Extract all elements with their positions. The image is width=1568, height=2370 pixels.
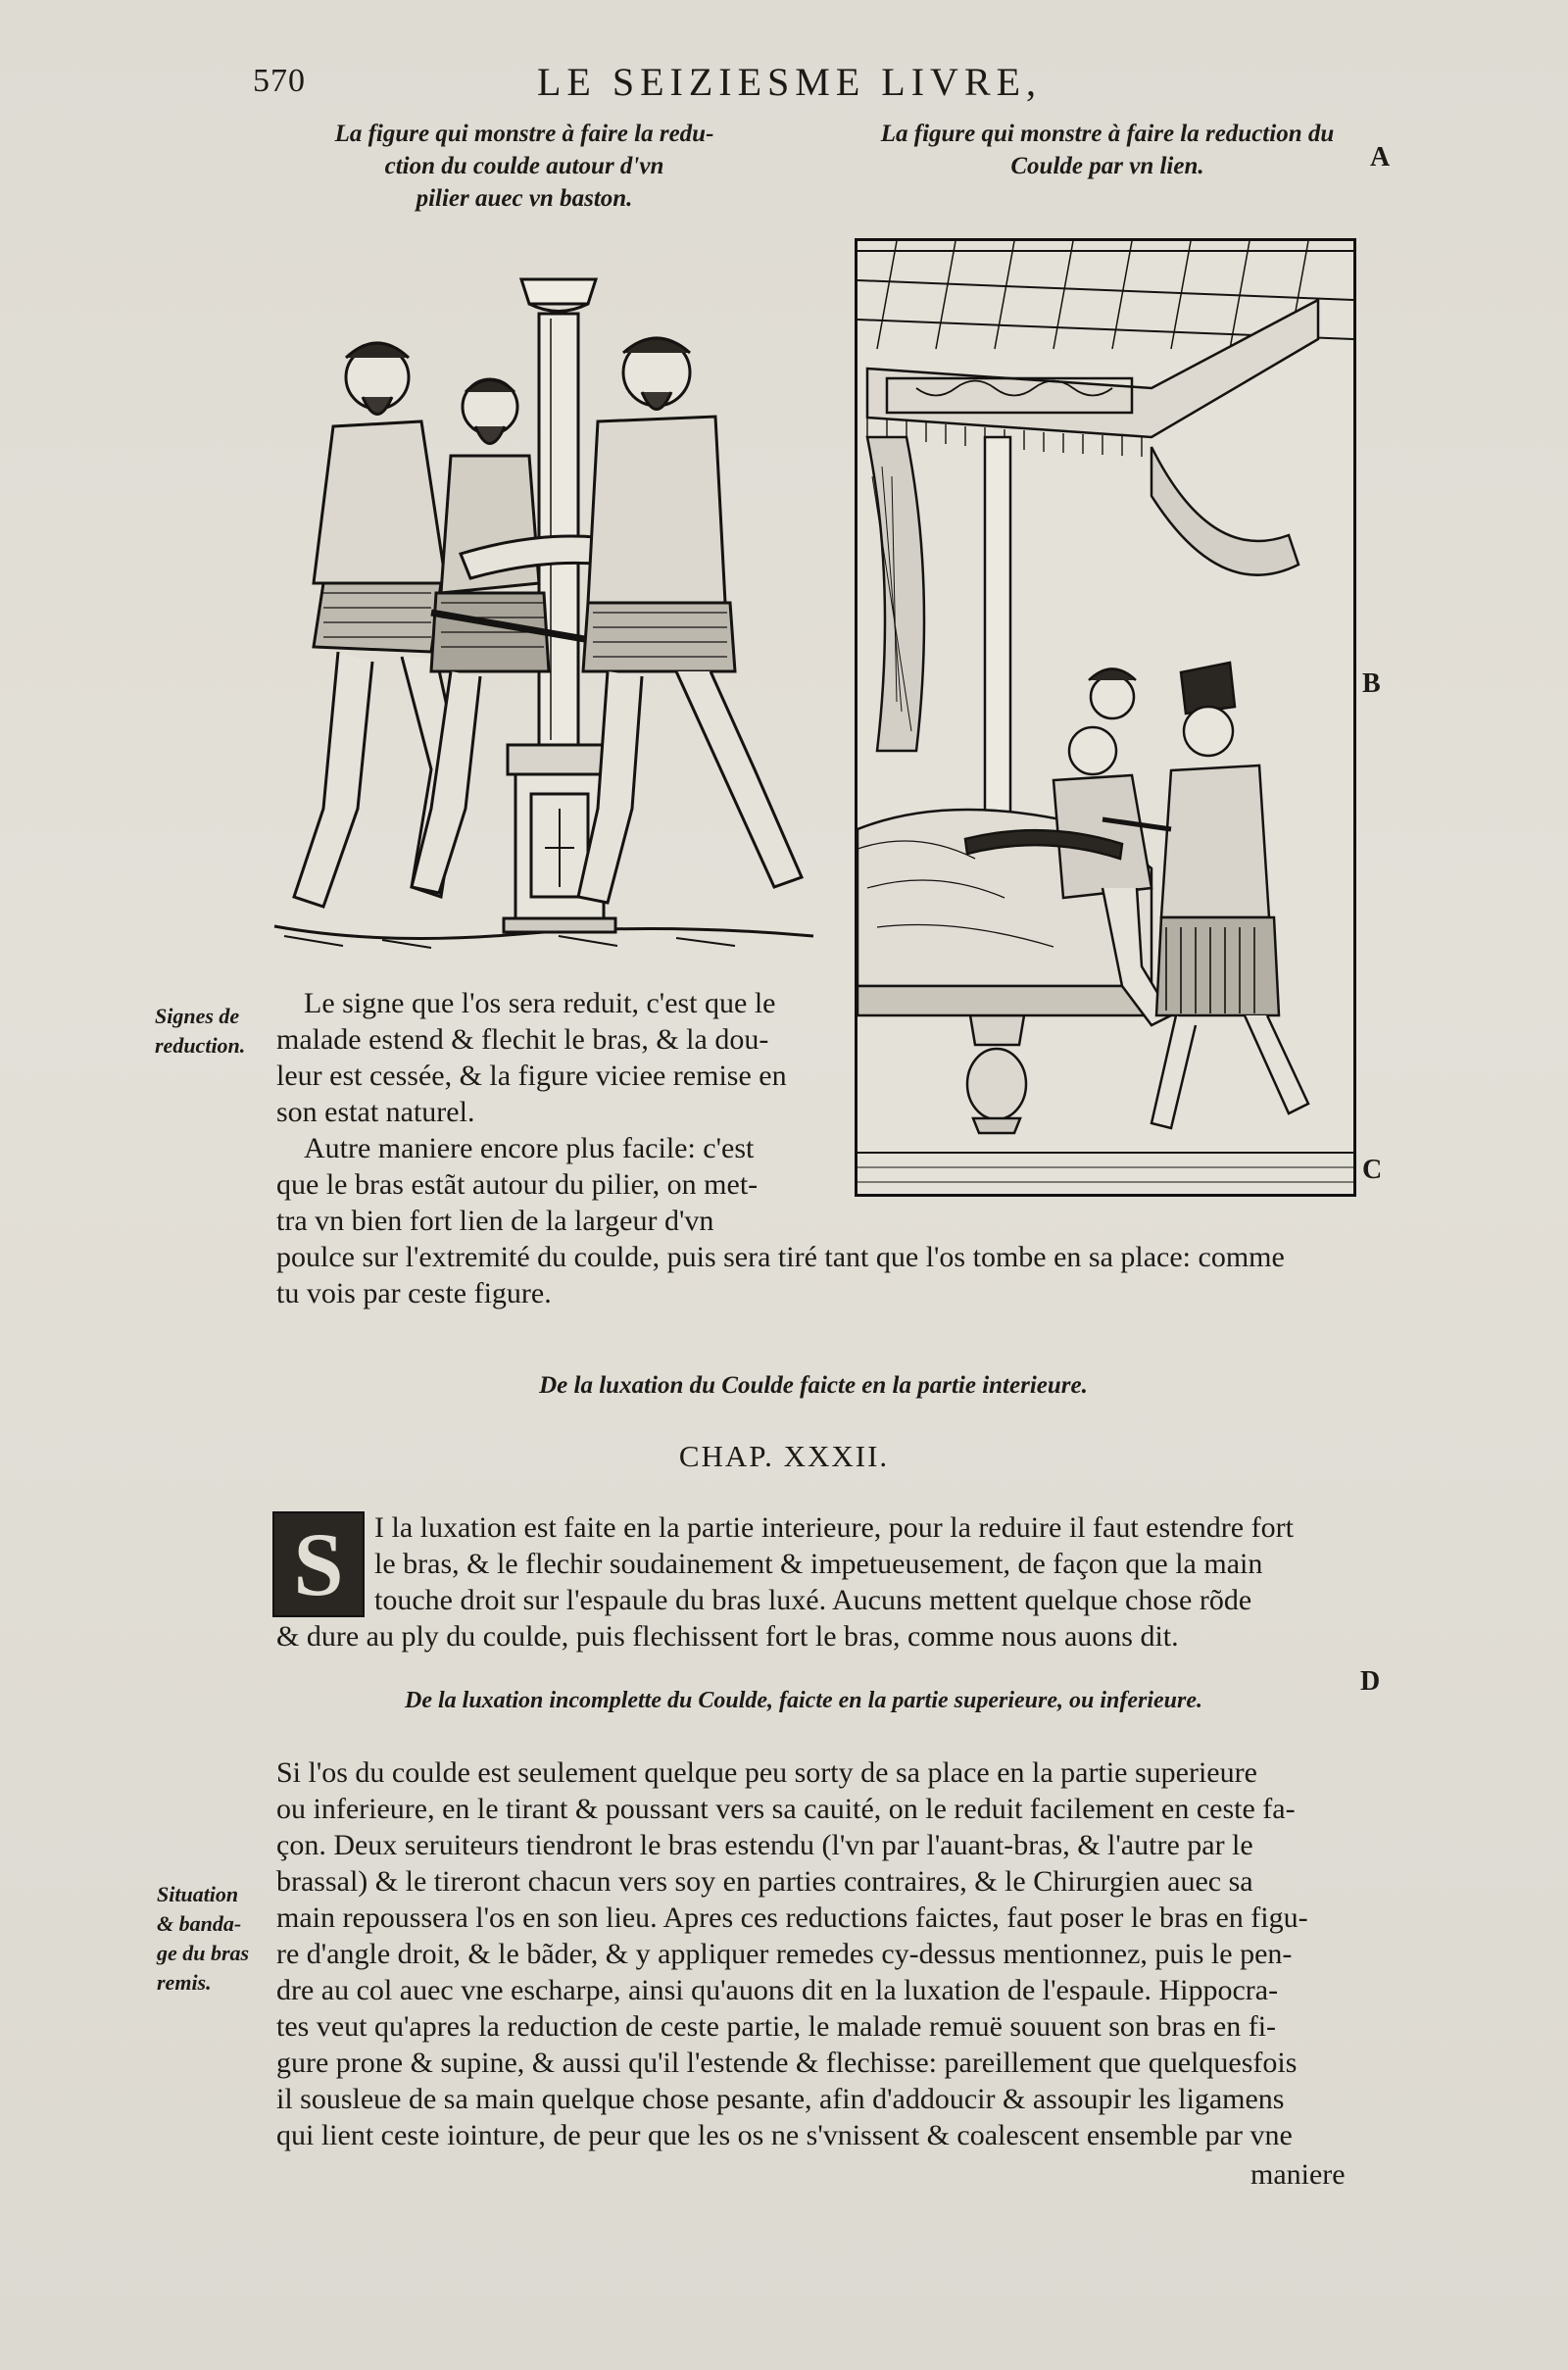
text-line: I la luxation est faite en la partie interieure, pour la reduire il faut estendre fort (374, 1511, 1294, 1544)
text-line: tra vn bien fort lien de la largeur d'vn (276, 1205, 714, 1237)
caption-line: La figure qui monstre à faire la redu- (334, 121, 714, 147)
side-note-line: & banda- (157, 1911, 242, 1936)
text-line: tu vois par ceste figure. (276, 1277, 552, 1309)
paragraph-continuation (276, 1239, 1364, 1311)
woodcut-bed-illustration (858, 241, 1353, 1194)
caption-line: Coulde par vn lien. (1010, 153, 1204, 179)
side-note-line: Signes de (155, 1004, 240, 1028)
text-line: gure prone & supine, & aussi qu'il l'estende & flechisse: pareillement que quelquesfois (276, 2047, 1298, 2079)
text-line: leur est cessée, & la figure viciee remise en (276, 1060, 787, 1092)
woodcut-bed-reduction (855, 238, 1356, 1197)
paragraph-incomplete-luxation (276, 1754, 1364, 2153)
text-line: il sousleue de sa main quelque chose pesante, afin d'addoucir & assoupir les ligamens (276, 2083, 1285, 2115)
text-line: main repoussera l'os en son lieu. Apres ces reductions faictes, faut poser le bras en figu- (276, 1901, 1308, 1934)
text-line: çon. Deux seruiteurs tiendront le bras estendu (l'vn par l'auant-bras, & l'autre par le (276, 1829, 1253, 1861)
caption-line: ction du coulde autour d'vn (384, 153, 664, 179)
woodcut-pillar-reduction (265, 260, 833, 965)
text-line: que le bras estãt autour du pilier, on met- (276, 1168, 759, 1201)
paragraph-chapter-xxxii-first (374, 1509, 1364, 1618)
margin-letter-c: C (1362, 1155, 1383, 1185)
woodcut-pillar-illustration (265, 260, 833, 965)
page-number: 570 (253, 63, 306, 99)
section-heading-interior-luxation: De la luxation du Coulde faicte en la partie interieure. (539, 1372, 1088, 1399)
text-line: le bras, & le flechir soudainement & impetueusement, de façon que la main (374, 1548, 1263, 1580)
text-line: malade estend & flechit le bras, & la dou- (276, 1023, 769, 1056)
chapter-heading: CHAP. XXXII. (678, 1439, 890, 1473)
text-line: tes veut qu'apres la reduction de ceste partie, le malade remuë souuent son bras en fi- (276, 2010, 1277, 2043)
margin-letter-d: D (1360, 1666, 1381, 1697)
text-line: Le signe que l'os sera reduit, c'est que le (304, 987, 776, 1019)
text-line: brassal) & le tireront chacun vers soy en parties contraires, & le Chirurgien auec sa (276, 1865, 1253, 1898)
running-title: LE SEIZIESME LIVRE, (537, 60, 1043, 104)
caption-left-figure (294, 118, 755, 215)
text-line: Si l'os du coulde est seulement quelque peu sorty de sa place en la partie superieure (276, 1756, 1257, 1789)
margin-letter-b: B (1362, 668, 1381, 699)
text-line: re d'angle droit, & le bãder, & y appliquer remedes cy-dessus mentionnez, puis le pen- (276, 1938, 1293, 1970)
text-line: touche droit sur l'espaule du bras luxé. Aucuns mettent quelque chose rõde (374, 1584, 1252, 1616)
section-heading-incomplete-luxation: De la luxation incomplette du Coulde, faicte en la partie superieure, ou inferieure. (405, 1688, 1202, 1713)
text-line: ou inferieure, en le tirant & poussant vers sa cauité, on le reduit facilement en ceste fa- (276, 1793, 1296, 1825)
caption-line: pilier auec vn baston. (416, 185, 633, 212)
paragraph-signs-of-reduction (276, 985, 845, 1239)
side-note-line: ge du bras (157, 1941, 250, 1965)
drop-cap-initial: S (272, 1511, 365, 1617)
caption-line: La figure qui monstre à faire la reduction du (880, 121, 1335, 147)
caption-right-figure (843, 118, 1372, 182)
side-note-line: remis. (157, 1970, 212, 1995)
text-line: dre au col auec vne escharpe, ainsi qu'auons dit en la luxation de l'espaule. Hippocra- (276, 1974, 1279, 2006)
side-note-line: Situation (157, 1882, 239, 1906)
side-note-signes (155, 1002, 272, 1061)
text-line: & dure au ply du coulde, puis flechissent fort le bras, comme nous auons dit. (276, 1620, 1179, 1653)
side-note-situation (157, 1880, 274, 1998)
catchword: maniere (1250, 2158, 1346, 2191)
side-note-line: reduction. (155, 1033, 246, 1058)
text-line: Autre maniere encore plus facile: c'est (304, 1132, 755, 1164)
text-line: poulce sur l'extremité du coulde, puis sera tiré tant que l'os tombe en sa place: comme (276, 1241, 1285, 1273)
text-line: qui lient ceste iointure, de peur que les os ne s'vnissent & coalescent ensemble par vne (276, 2119, 1293, 2151)
paragraph-chapter-xxxii-last (276, 1618, 1364, 1654)
text-line: son estat naturel. (276, 1096, 475, 1128)
margin-letter-a: A (1370, 142, 1391, 173)
